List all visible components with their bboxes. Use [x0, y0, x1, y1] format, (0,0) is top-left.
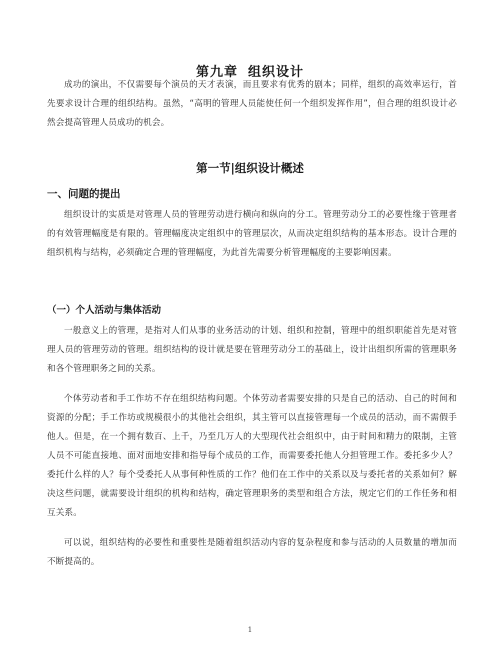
section-title: 第一节|组织设计概述 [196, 161, 304, 175]
part-heading: 一、问题的提出 [47, 188, 121, 200]
part-paragraph: 组织设计的实质是对管理人员的管理劳动进行横向和纵向的分工。管理劳动分工的必要性缘于管理者的有效管理幅度是有限的。管理幅度决定组织中的管理层次，从而决定组织结构的基本形态。设计合理的组织机构与结构，必须确定合理的管理幅度，为此首先需要分析管理幅度的主要影响因素。 [47, 210, 457, 258]
chapter-name: 组织设计 [248, 65, 305, 80]
body-paragraph: 一般意义上的管理，是指对人们从事的业务活动的计划、组织和控制，管理中的组织职能首先是对管理人员的管理劳动的管理。组织结构的设计就是要在管理劳动分工的基础上，设计出组织所需的管理职务和各个管理职务之间的关系。 [47, 326, 457, 374]
body-paragraph: 可以说，组织结构的必要性和重要性是随着组织活动内容的复杂程度和参与活动的人员数量的增加而不断提高的。 [47, 538, 457, 567]
subsection-heading: （一）个人活动与集体活动 [47, 305, 162, 316]
body-paragraph: 个体劳动者和手工作坊不存在组织结构问题。个体劳动者需要安排的只是自己的活动、自己的时间和资源的分配；手工作坊或规模很小的其他社会组织，其主管可以直接管理每一个成员的活动，而不需假手他人。但是，在一个拥有数百、上千，乃至几万人的大型现代社会组织中，由于时间和精力的限制，主管人员不可能直接地、面对面地安排和指导每个成员的工作，而需要委托他人分担管理工作。委托多少人？委托什么样的人？每个受委托人从事何种性质的工作？他们在工作中的关系以及与委托者的关系如何？解决这些问题，就需要设计组织的机构和结构，确定管理职务的类型和组合方法，规定它们的工作任务和相互关系。 [47, 394, 457, 518]
intro-paragraph: 成功的演出，不仅需要每个演员的天才表演，而且要求有优秀的剧本；同样，组织的高效率运行，首先要求设计合理的组织结构。虽然，“高明的管理人员能使任何一个组织发挥作用”，但合理的组织设计必然会提高管理人员成功的机会。 [47, 80, 457, 128]
page-number: 1 [247, 626, 253, 634]
chapter-number: 第九章 [195, 65, 238, 80]
